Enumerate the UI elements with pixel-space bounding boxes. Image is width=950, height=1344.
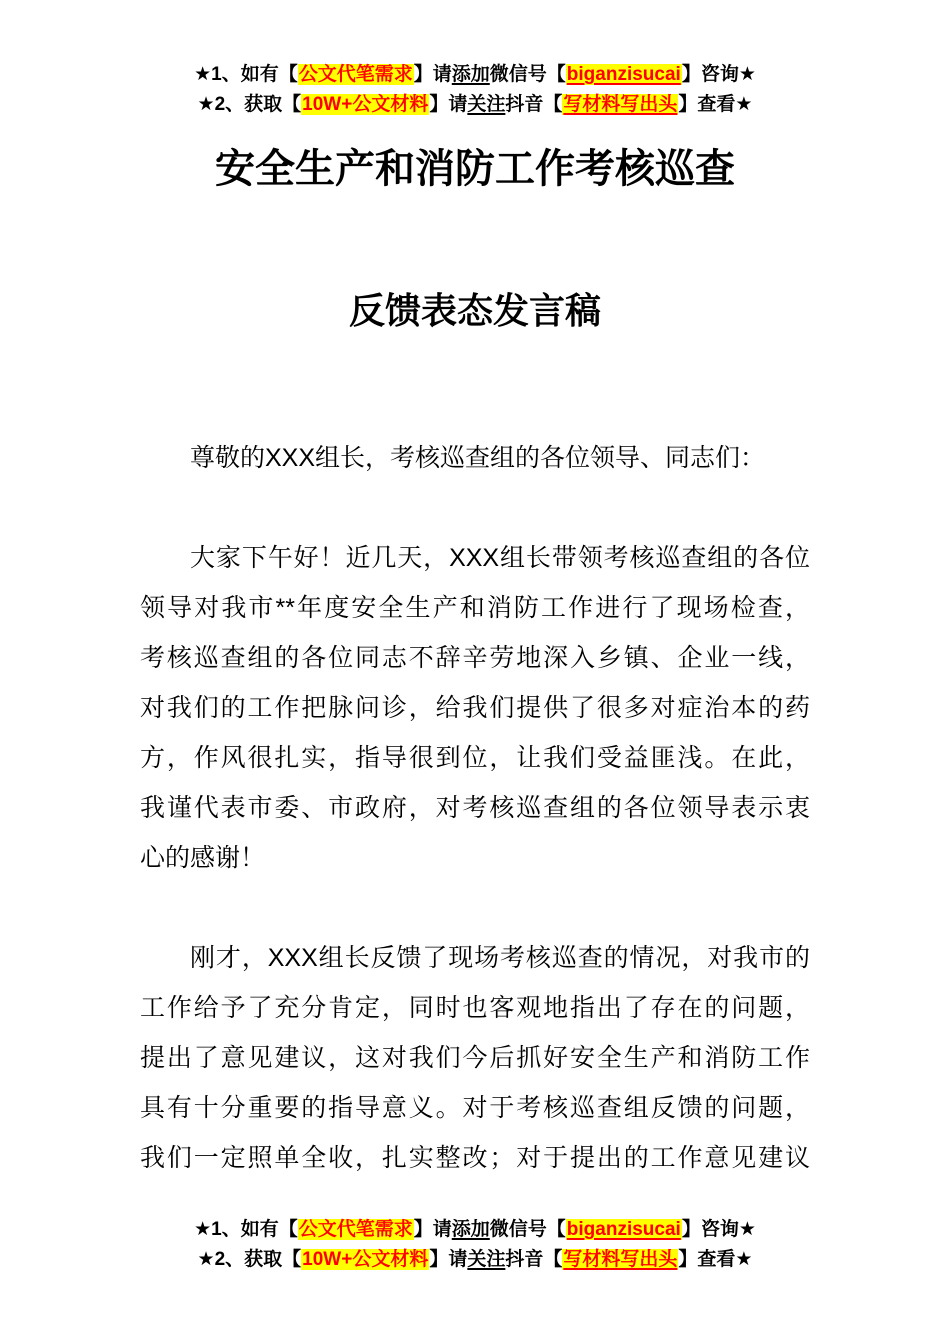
body-line: 方，作风很扎实，指导很到位，让我们受益匪浅。在此， <box>140 744 810 772</box>
document-title-line1: 安全生产和消防工作考核巡查 <box>215 147 735 191</box>
paragraph <box>140 433 810 483</box>
promo-line <box>0 1215 950 1245</box>
add-action-underline: 添加 <box>451 64 490 85</box>
body-line: 对我们的工作把脉问诊，给我们提供了很多对症治本的药 <box>140 694 810 722</box>
material-keyword-highlight: 10W+公文材料 <box>302 1249 429 1270</box>
douyin-handle-highlight: 写材料写出头 <box>563 1249 678 1270</box>
promo-prefix: ★1、如有【 <box>194 1219 298 1240</box>
document-title-line2: 反馈表态发言稿 <box>348 290 601 331</box>
header-promo-banner <box>0 60 950 120</box>
promo-prefix: ★2、获取【 <box>197 94 302 115</box>
body-line: 领导对我市**年度安全生产和消防工作进行了现场检查， <box>140 594 810 622</box>
body-line: 大家下午好！近几天，XXX组长带领考核巡查组的各位 <box>190 544 810 572</box>
follow-action-underline: 关注 <box>467 94 506 115</box>
body-line: 我们一定照单全收，扎实整改；对于提出的工作意见建议 <box>140 1144 810 1172</box>
body-line: 具有十分重要的指导意义。对于考核巡查组反馈的问题， <box>140 1094 810 1122</box>
body-line: 我谨代表市委、市政府，对考核巡查组的各位领导表示衷 <box>140 794 810 822</box>
promo-suffix: 】咨询★ <box>681 64 756 85</box>
wechat-id-highlight: biganzisucai <box>566 1219 681 1240</box>
body-line: 尊敬的XXX组长，考核巡查组的各位领导、同志们： <box>190 444 766 472</box>
paragraph <box>140 933 810 1183</box>
service-keyword-highlight: 公文代笔需求 <box>298 64 413 85</box>
promo-connector: 】请 <box>429 1249 468 1270</box>
promo-line <box>0 1245 950 1275</box>
body-line: 工作给予了充分肯定，同时也客观地指出了存在的问题， <box>140 994 810 1022</box>
follow-action-underline: 关注 <box>467 1249 506 1270</box>
paragraph <box>140 533 810 883</box>
body-line: 刚才，XXX组长反馈了现场考核巡查的情况，对我市的 <box>190 944 810 972</box>
promo-connector: 】请 <box>429 94 468 115</box>
wechat-id-highlight: biganzisucai <box>566 64 681 85</box>
promo-connector: 抖音【 <box>505 94 563 115</box>
add-action-underline: 添加 <box>451 1219 490 1240</box>
material-keyword-highlight: 10W+公文材料 <box>302 94 429 115</box>
promo-connector: 微信号【 <box>489 1219 566 1240</box>
promo-line <box>0 60 950 90</box>
promo-suffix: 】咨询★ <box>681 1219 756 1240</box>
body-line: 心的感谢！ <box>140 844 266 872</box>
promo-suffix: 】查看★ <box>678 1249 753 1270</box>
body-line: 考核巡查组的各位同志不辞辛劳地深入乡镇、企业一线， <box>140 644 810 672</box>
promo-connector: 抖音【 <box>505 1249 563 1270</box>
service-keyword-highlight: 公文代笔需求 <box>298 1219 413 1240</box>
footer-promo-banner <box>0 1215 950 1275</box>
promo-line <box>0 90 950 120</box>
document-body <box>140 433 810 1183</box>
promo-suffix: 】查看★ <box>678 94 753 115</box>
promo-connector: 】请 <box>413 64 452 85</box>
promo-connector: 微信号【 <box>489 64 566 85</box>
promo-prefix: ★1、如有【 <box>194 64 298 85</box>
promo-prefix: ★2、获取【 <box>197 1249 302 1270</box>
promo-connector: 】请 <box>413 1219 452 1240</box>
body-line: 提出了意见建议，这对我们今后抓好安全生产和消防工作 <box>140 1044 810 1072</box>
douyin-handle-highlight: 写材料写出头 <box>563 94 678 115</box>
